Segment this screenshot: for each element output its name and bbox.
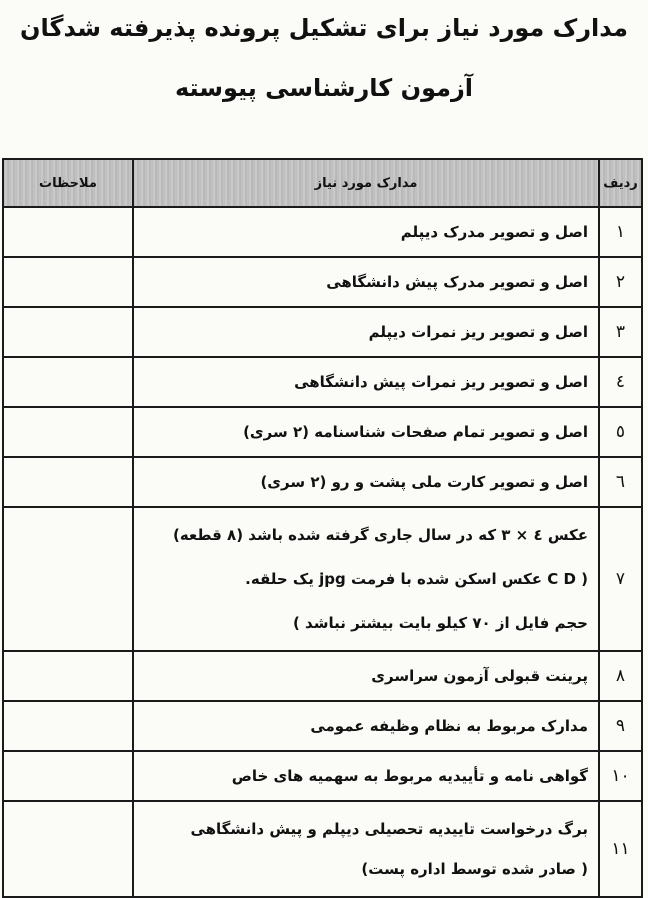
row-number: ۹ — [599, 701, 642, 751]
table-row — [3, 801, 642, 897]
row-document — [133, 507, 599, 651]
row-number: ۳ — [599, 307, 642, 357]
row-number: ۲ — [599, 257, 642, 307]
row-notes — [3, 207, 133, 257]
row-number: ۱۱ — [599, 801, 642, 897]
row-document — [133, 751, 599, 801]
document-text: اصل و تصویر کارت ملی پشت و رو (۲ سری) — [260, 473, 588, 491]
table-row — [3, 307, 642, 357]
table-row — [3, 357, 642, 407]
row-notes — [3, 457, 133, 507]
row-notes — [3, 651, 133, 701]
document-text: برگ درخواست تاییدیه تحصیلی دیپلم و پیش دانشگاهی — [190, 820, 588, 838]
document-text: اصل و تصویر ریز نمرات دیپلم — [368, 323, 588, 341]
row-number: ٥ — [599, 407, 642, 457]
page-subtitle: آزمون کارشناسی پیوسته — [174, 74, 474, 102]
row-number: ۷ — [599, 507, 642, 651]
row-document — [133, 457, 599, 507]
row-notes — [3, 801, 133, 897]
table-row — [3, 701, 642, 751]
table-row — [3, 751, 642, 801]
requirements-table — [2, 158, 643, 898]
row-number: ٤ — [599, 357, 642, 407]
row-notes — [3, 407, 133, 457]
document-text: ( C D عکس اسکن شده با فرمت jpg یک حلقه. — [245, 570, 588, 588]
table-row — [3, 651, 642, 701]
document-text: گواهی نامه و تأییدیه مربوط به سهمیه های خاص — [231, 767, 588, 785]
document-text: حجم فایل از ۷۰ کیلو بایت بیشتر نباشد ) — [292, 614, 588, 632]
row-number: ٦ — [599, 457, 642, 507]
row-document — [133, 307, 599, 357]
table-header-row — [3, 159, 642, 207]
row-document — [133, 207, 599, 257]
table-row — [3, 257, 642, 307]
document-text: اصل و تصویر مدرک پیش دانشگاهی — [326, 273, 588, 291]
row-document — [133, 651, 599, 701]
header-notes: ملاحظات — [3, 159, 133, 207]
row-notes — [3, 701, 133, 751]
row-document — [133, 357, 599, 407]
header-documents: مدارک مورد نیاز — [133, 159, 599, 207]
document-text: پرینت قبولی آزمون سراسری — [371, 667, 588, 685]
row-number: ۱ — [599, 207, 642, 257]
row-document — [133, 801, 599, 897]
document-text: اصل و تصویر ریز نمرات پیش دانشگاهی — [294, 373, 588, 391]
document-text: عکس ٤ × ۳ که در سال جاری گرفته شده باشد (۸ قطعه) — [172, 526, 588, 544]
table-row — [3, 457, 642, 507]
row-document — [133, 257, 599, 307]
row-notes — [3, 257, 133, 307]
row-number: ۱۰ — [599, 751, 642, 801]
document-text: ( صادر شده توسط اداره پست) — [361, 860, 588, 878]
row-number: ۸ — [599, 651, 642, 701]
document-text: اصل و تصویر تمام صفحات شناسنامه (۲ سری) — [243, 423, 588, 441]
row-notes — [3, 357, 133, 407]
row-notes — [3, 751, 133, 801]
row-document — [133, 701, 599, 751]
row-document — [133, 407, 599, 457]
document-text: اصل و تصویر مدرک دیپلم — [400, 223, 588, 241]
table-row — [3, 207, 642, 257]
document-text: مدارک مربوط به نظام وظیفه عمومی — [310, 717, 588, 735]
row-notes — [3, 307, 133, 357]
table-row — [3, 507, 642, 651]
table-row — [3, 407, 642, 457]
page-title: مدارک مورد نیاز برای تشکیل پرونده پذیرفته شدگان — [20, 14, 628, 42]
header-row-number: ردیف — [599, 159, 642, 207]
row-notes — [3, 507, 133, 651]
